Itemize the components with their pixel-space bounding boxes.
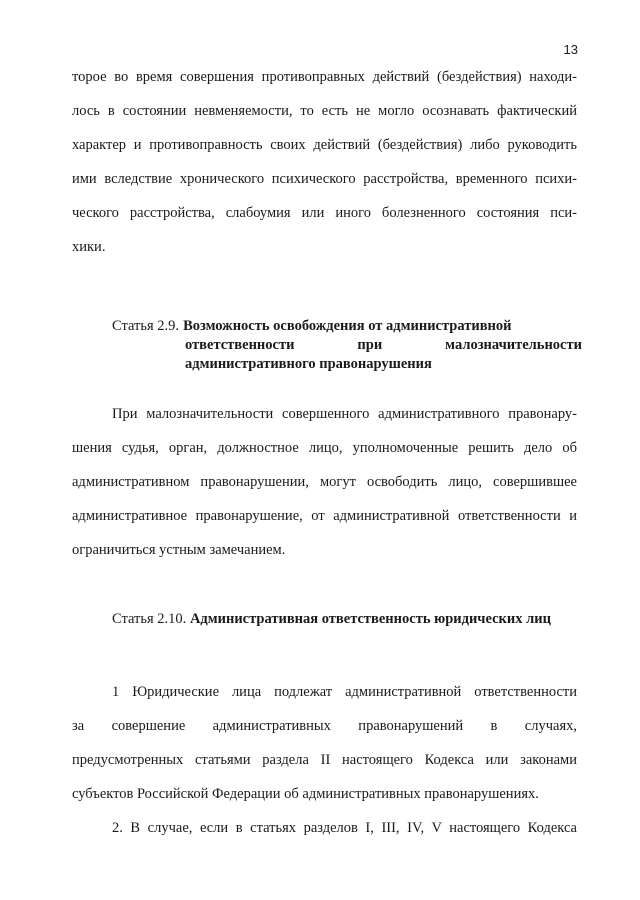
- text-line: лось в состоянии невменяемости, то есть не могло осознавать фактический: [72, 103, 577, 119]
- article-2-10-heading: [112, 610, 582, 629]
- text-line: ими вследствие хронического психического расстройства, временного психи-: [72, 171, 577, 187]
- text-line: ограничиться устным замечанием.: [72, 542, 286, 558]
- text-line: торое во время совершения противоправных действий (бездействия) находи-: [72, 69, 577, 85]
- article-title-text: Возможность освобождения от административной: [183, 318, 512, 334]
- article-title-word: ответственности: [185, 337, 295, 353]
- text-line: административном правонарушении, могут освободить лицо, совершившее: [72, 474, 577, 490]
- article-title-word: при: [357, 337, 383, 353]
- article-2-9-heading: [112, 317, 582, 374]
- text-line: хики.: [72, 239, 106, 255]
- text-line: При малозначительности совершенного административного правонару-: [112, 406, 577, 422]
- article-title-line: [112, 336, 582, 355]
- text-line: предусмотренных статьями раздела II настоящего Кодекса или законами: [72, 752, 577, 768]
- page-number: 13: [563, 42, 578, 57]
- article-title-text: Административная ответственность юридических лиц: [189, 611, 551, 627]
- article-label: Статья 2.9.: [112, 318, 180, 334]
- paragraph-insanity: [72, 60, 577, 264]
- article-label: Статья 2.10.: [112, 611, 187, 627]
- text-line: шения судья, орган, должностное лицо, уполномоченные решить дело об: [72, 440, 577, 456]
- text-line: административное правонарушение, от административной ответственности и: [72, 508, 577, 524]
- text-line: ческого расстройства, слабоумия или иного болезненного состояния пси-: [72, 205, 577, 221]
- article-title-line: [183, 317, 582, 336]
- text-line: 2. В случае, если в статьях разделов I, III, IV, V настоящего Кодекса: [112, 820, 577, 836]
- paragraph-article-2-9: [72, 397, 577, 567]
- paragraph-article-2-10: [72, 675, 577, 845]
- text-line: за совершение административных правонарушений в случаях,: [72, 718, 577, 734]
- article-title-line: административного правонарушения: [185, 356, 432, 372]
- text-line: характер и противоправность своих действий (бездействия) либо руководить: [72, 137, 577, 153]
- text-line: субъектов Российской Федерации об административных правонарушениях.: [72, 786, 539, 802]
- article-title-word: малозначительности: [445, 337, 582, 353]
- text-line: 1 Юридические лица подлежат административной ответственности: [112, 684, 577, 700]
